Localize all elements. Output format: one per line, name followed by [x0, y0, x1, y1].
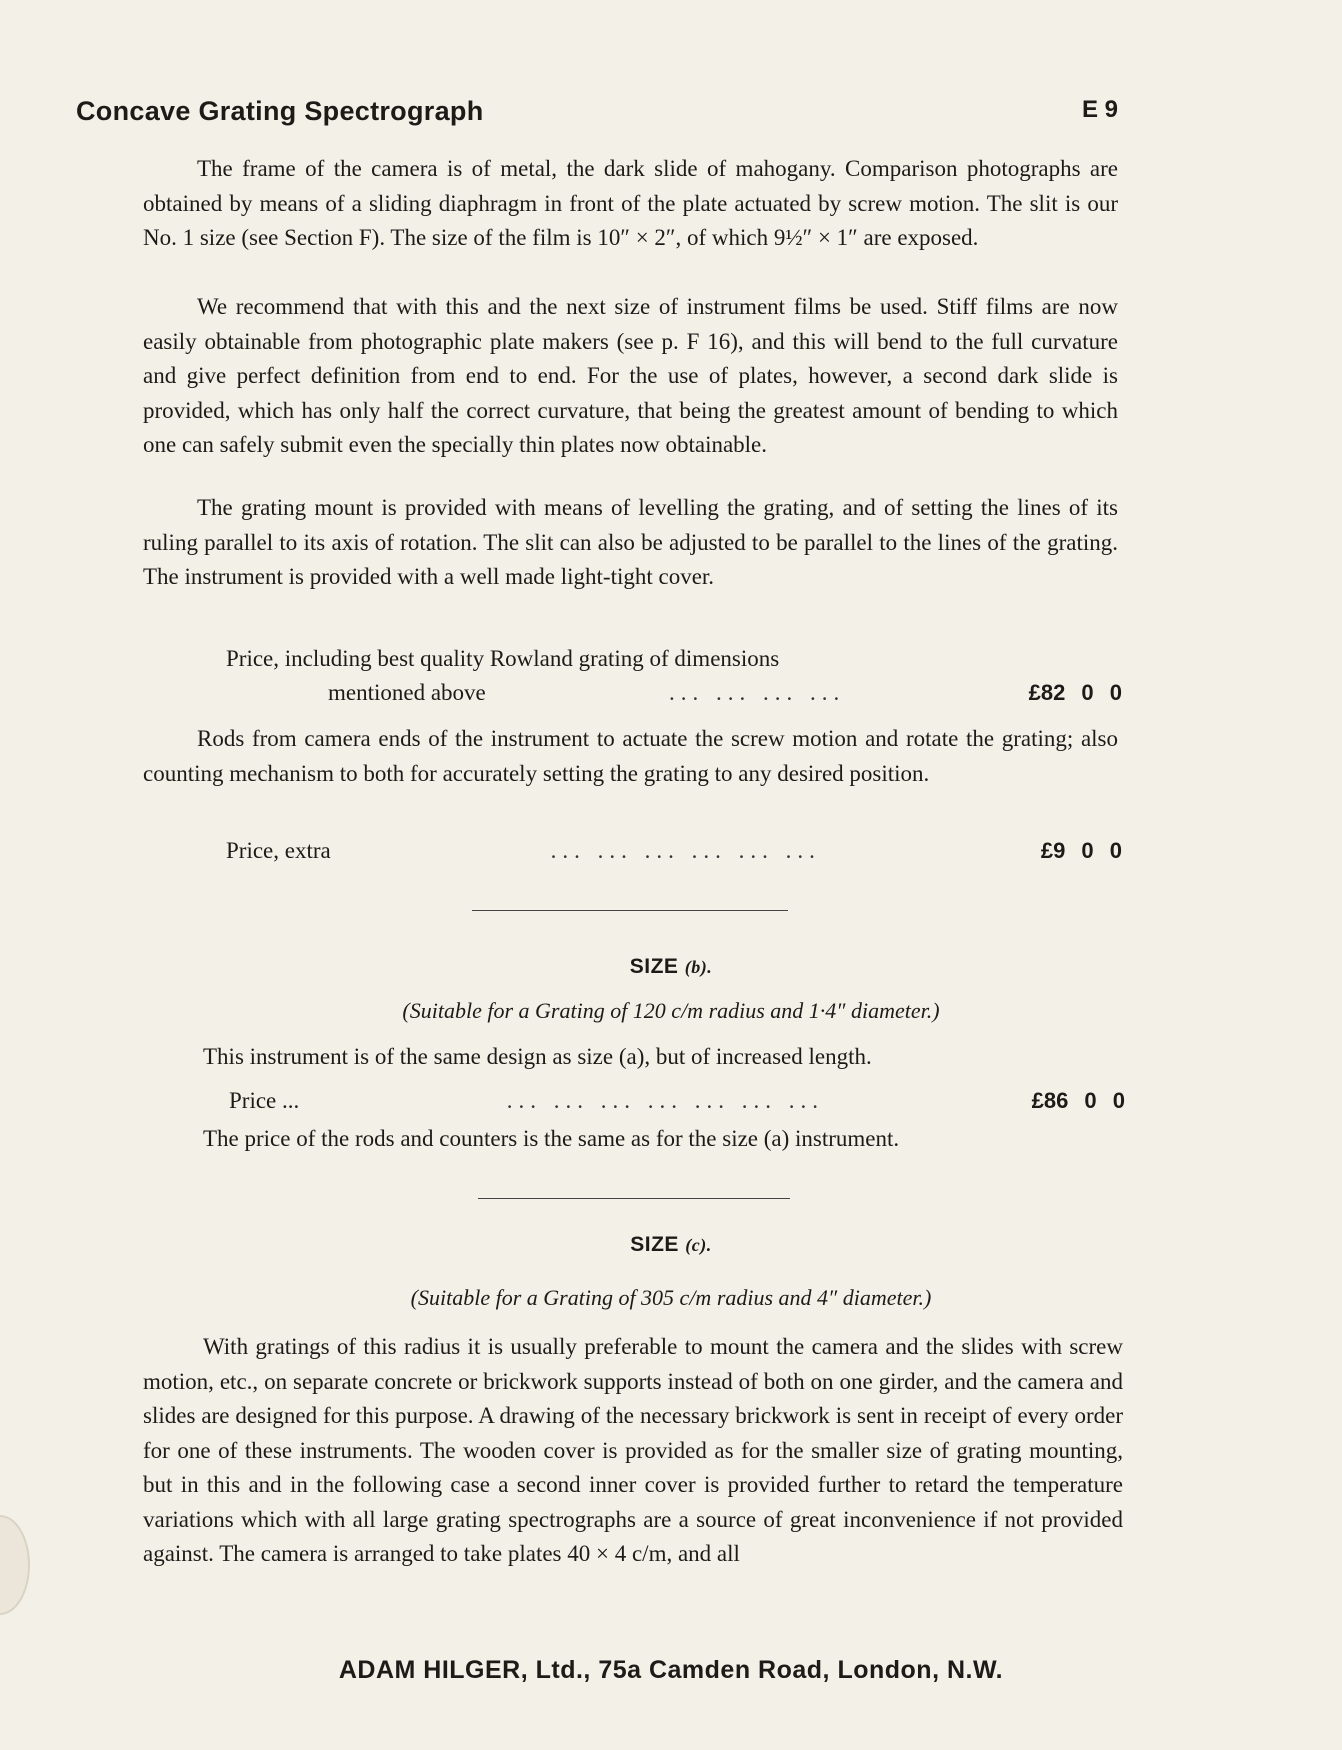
size-c-letter: (c).: [685, 1235, 712, 1255]
price-label-size-b: Price ...: [229, 1088, 300, 1113]
size-b-text: This instrument is of the same design as size (a), but of increased length.: [203, 1044, 872, 1069]
section-divider: [472, 910, 788, 911]
size-c-suitable: (Suitable for a Grating of 305 c/m radius and 4″ diameter.): [410, 1285, 932, 1310]
page-title: Concave Grating Spectrograph: [76, 96, 484, 126]
price-label-rods: Price, extra: [226, 838, 331, 863]
leader-dots: ... ... ... ... ... ... ...: [506, 1088, 825, 1113]
size-c-text: With gratings of this radius it is usually preferable to mount the camera and the slides with screw motion, etc., on separate concrete or brickwork supports instead of both on one girder, and the camera and slides are designed for this purpose. A drawing of the necessary brickwork is sent in receipt of every order for one of these instruments. The wooden cover is provided as for the smaller size of grating mounting, but in this and in the following case a second inner cover is provided further to retard the temperature variations which with all large grating spectrographs are a source of great inconvenience if not provided against. The camera is arranged to take plates 40 × 4 c/m, and all: [143, 1334, 1123, 1566]
paragraph-films-recommendation: We recommend that with this and the next size of instrument films be used. Stiff films are now easily obtainable from photographic plate makers (see p. F 16), and this will bend to the full curvature and give perfect definition from end to end. For the use of plates, however, a second dark slide is provided, which has only half the correct curvature, that being the greatest amount of bending to which one can safely submit even the specially thin plates now obtainable.: [143, 294, 1118, 457]
size-b-letter: (b).: [684, 957, 713, 977]
leader-dots: ... ... ... ... ... ...: [550, 838, 821, 863]
size-b-suitable: (Suitable for a Grating of 120 c/m radius and 1·4″ diameter.): [402, 998, 940, 1023]
price-amount-rods: £9 0 0: [1040, 838, 1122, 863]
size-b-rods-note: The price of the rods and counters is the same as for the size (a) instrument.: [203, 1126, 900, 1151]
publisher-footer: ADAM HILGER, Ltd., 75a Camden Road, London, N.W.: [338, 1656, 1004, 1684]
paragraph-camera-frame: The frame of the camera is of metal, the dark slide of mahogany. Comparison photographs are obtained by means of a sliding diaphragm in front of the plate actuated by screw motion. The slit is our No. 1 size (see Section F). The size of the film is 10″ × 2″, of which 9½″ × 1″ are exposed.: [143, 156, 1118, 250]
price-line-grating: [328, 680, 1122, 706]
binder-hole: [0, 1515, 30, 1615]
price-line-size-b: [229, 1088, 1125, 1114]
size-c-heading-text: SIZE: [630, 1233, 679, 1256]
page-number: E 9: [1081, 96, 1118, 123]
size-b-heading: [0, 955, 1342, 979]
leader-dots: ... ... ... ...: [669, 680, 846, 705]
price-label-line-1: [226, 646, 779, 672]
section-divider: [478, 1198, 790, 1199]
paragraph-grating-mount: The grating mount is provided with means of levelling the grating, and of setting the lines of its ruling parallel to its axis of rotation. The slit can also be adjusted to be parallel to the lines of the grating. The instrument is provided with a well made light-tight cover.: [143, 495, 1118, 589]
size-c-heading: [0, 1233, 1342, 1257]
price-amount-grating: £82 0 0: [1028, 680, 1122, 705]
price-label-grating-cont: mentioned above: [328, 680, 486, 705]
price-label-grating: Price, including best quality Rowland grating of dimensions: [226, 646, 780, 671]
price-line-rods: [226, 838, 1122, 864]
size-b-heading-text: SIZE: [629, 955, 679, 978]
paragraph-rods: Rods from camera ends of the instrument to actuate the screw motion and rotate the grating; also counting mechanism to both for accurately setting the grating to any desired position.: [143, 726, 1118, 786]
price-amount-size-b: £86 0 0: [1031, 1088, 1125, 1113]
